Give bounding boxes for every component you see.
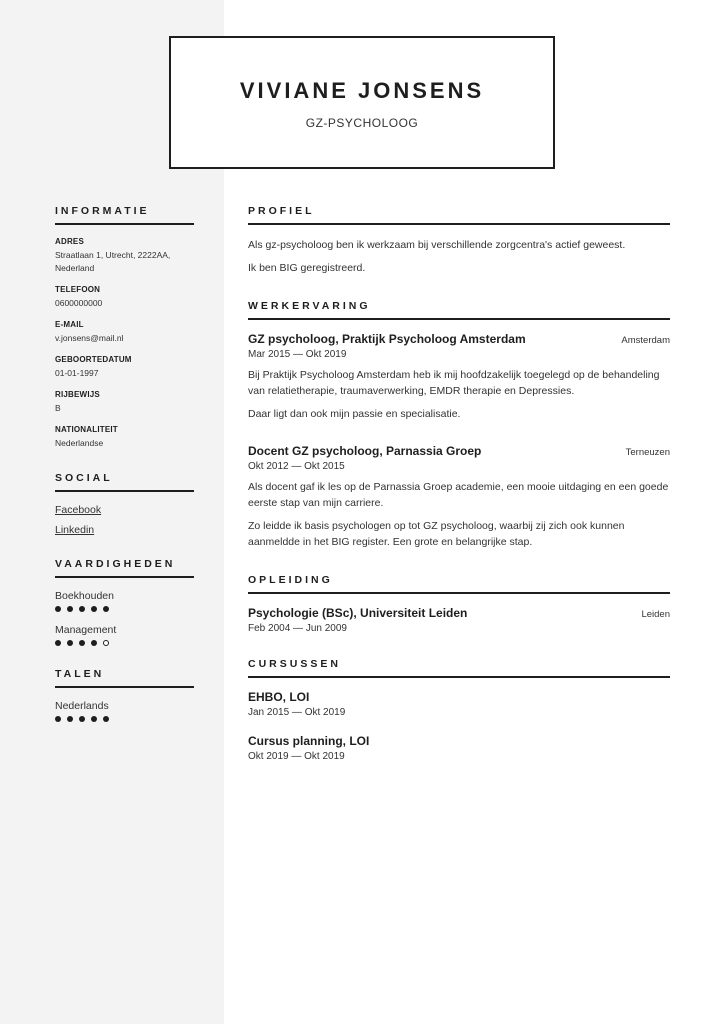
address-label: ADRES <box>55 237 85 246</box>
languages-section <box>55 668 194 722</box>
course-title: EHBO, LOI <box>248 690 310 704</box>
courses-heading: CURSUSSEN <box>248 658 670 678</box>
info-section <box>55 205 194 450</box>
level-dot-filled <box>91 606 97 612</box>
work-section <box>248 300 670 550</box>
level-dot-filled <box>79 606 85 612</box>
birthdate-value: 01-01-1997 <box>55 368 99 378</box>
linkedin-link[interactable]: Linkedin <box>55 524 95 536</box>
skills-heading: VAARDIGHEDEN <box>55 558 194 578</box>
level-dot-filled <box>103 716 109 722</box>
level-dot-filled <box>55 716 61 722</box>
education-location: Leiden <box>641 609 670 620</box>
skills-section <box>55 558 194 646</box>
skill-level-dots <box>55 606 194 612</box>
profile-paragraph: Als gz-psycholoog ben ik werkzaam bij verschillende zorgcentra's actief geweest. <box>248 239 626 251</box>
work-entry <box>248 444 670 550</box>
info-heading: INFORMATIE <box>55 205 194 225</box>
language-level-dots <box>55 716 194 722</box>
main-content <box>248 205 670 786</box>
level-dot-filled <box>55 606 61 612</box>
skill-level-dots <box>55 640 194 646</box>
job-date: Mar 2015 — Okt 2019 <box>248 349 347 360</box>
license-value: B <box>55 403 61 413</box>
education-date: Feb 2004 — Jun 2009 <box>248 623 347 634</box>
nationality-label: NATIONALITEIT <box>55 425 118 434</box>
level-dot-filled <box>67 640 73 646</box>
phone-label: TELEFOON <box>55 285 101 294</box>
education-title: Psychologie (BSc), Universiteit Leiden <box>248 606 468 620</box>
level-dot-filled <box>103 606 109 612</box>
courses-section <box>248 658 670 762</box>
skill-name: Management <box>55 624 117 636</box>
job-description: Bij Praktijk Psycholoog Amsterdam heb ik mij hoofdzakelijk toegelegd op de behandeling van relatietherapie, traumaverwerking, EMDR therapie en Depressies. <box>248 369 660 397</box>
birthdate-label: GEBOORTEDATUM <box>55 355 132 364</box>
social-section <box>55 472 194 536</box>
level-dot-filled <box>67 606 73 612</box>
skill-name: Boekhouden <box>55 590 114 602</box>
work-entry <box>248 332 670 422</box>
course-date: Jan 2015 — Okt 2019 <box>248 707 346 718</box>
address-value: Straatlaan 1, Utrecht, 2222AA, Nederland <box>55 250 171 273</box>
job-description: Als docent gaf ik les op de Parnassia Groep academie, een mooie uitdaging en een goede eerste stap van mijn carriere. <box>248 481 669 509</box>
license-label: RIJBEWIJS <box>55 390 100 399</box>
job-description: Zo leidde ik basis psychologen op tot GZ psycholoog, waarbij zij zich ook kunnen aanmeldde in het BIG register. Een grote en belangrijke stap. <box>248 520 625 548</box>
name-header <box>169 36 555 169</box>
course-date: Okt 2019 — Okt 2019 <box>248 751 345 762</box>
email-label: E-MAIL <box>55 320 84 329</box>
level-dot-filled <box>79 640 85 646</box>
candidate-role: GZ-PSYCHOLOOG <box>305 116 419 130</box>
job-title: Docent GZ psycholoog, Parnassia Groep <box>248 444 482 458</box>
sidebar <box>55 205 194 744</box>
course-entry <box>248 734 670 762</box>
level-dot-filled <box>91 640 97 646</box>
level-dot-filled <box>55 640 61 646</box>
phone-value: 0600000000 <box>55 298 103 308</box>
languages-heading: TALEN <box>55 668 194 688</box>
work-heading: WERKERVARING <box>248 300 670 320</box>
level-dot-filled <box>67 716 73 722</box>
job-description: Daar ligt dan ook mijn passie en specialisatie. <box>248 408 461 420</box>
job-date: Okt 2012 — Okt 2015 <box>248 461 345 472</box>
course-title: Cursus planning, LOI <box>248 734 370 748</box>
level-dot-empty <box>103 640 109 646</box>
course-entry <box>248 690 670 718</box>
level-dot-filled <box>91 716 97 722</box>
profile-section <box>248 205 670 276</box>
job-location: Terneuzen <box>625 447 670 458</box>
job-title: GZ psycholoog, Praktijk Psycholoog Amsterdam <box>248 332 526 346</box>
candidate-name: VIVIANE JONSENS <box>239 78 485 103</box>
education-section <box>248 574 670 634</box>
language-name: Nederlands <box>55 700 109 712</box>
email-value: v.jonsens@mail.nl <box>55 333 124 343</box>
education-heading: OPLEIDING <box>248 574 670 594</box>
profile-heading: PROFIEL <box>248 205 670 225</box>
facebook-link[interactable]: Facebook <box>55 504 102 516</box>
social-heading: SOCIAL <box>55 472 194 492</box>
nationality-value: Nederlandse <box>55 438 104 448</box>
level-dot-filled <box>79 716 85 722</box>
profile-paragraph: Ik ben BIG geregistreerd. <box>248 262 366 274</box>
job-location: Amsterdam <box>621 335 670 346</box>
